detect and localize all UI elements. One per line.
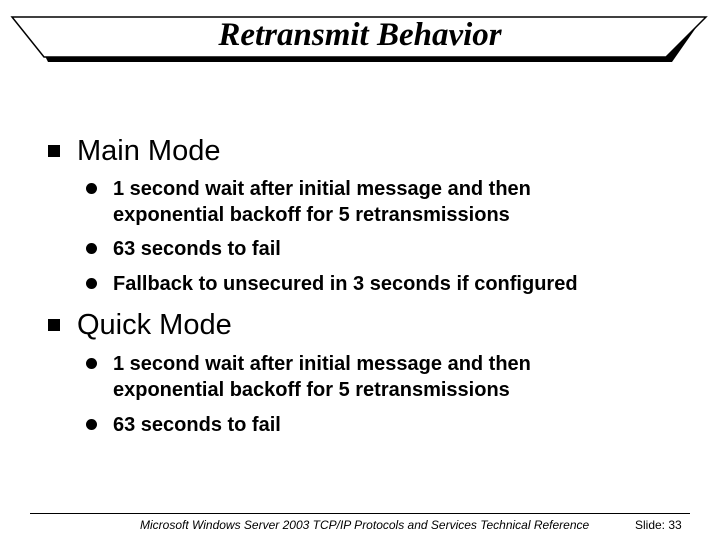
square-bullet-icon bbox=[48, 319, 60, 331]
section-heading: Quick Mode bbox=[77, 309, 232, 341]
round-bullet-icon bbox=[86, 358, 97, 369]
footer-reference: Microsoft Windows Server 2003 TCP/IP Protocols and Services Technical Reference bbox=[140, 518, 590, 532]
bullet-line: 1 second wait after initial message and then bbox=[113, 353, 531, 375]
round-bullet-icon bbox=[86, 243, 97, 254]
bullet-line: Fallback to unsecured in 3 seconds if configured bbox=[113, 273, 578, 295]
bullet-line: 1 second wait after initial message and then bbox=[113, 178, 531, 200]
square-bullet-icon bbox=[48, 145, 60, 157]
footer-divider bbox=[30, 513, 690, 514]
round-bullet-icon bbox=[86, 183, 97, 194]
bullet-line: 63 seconds to fail bbox=[113, 414, 281, 436]
round-bullet-icon bbox=[86, 419, 97, 430]
bullet-line: 63 seconds to fail bbox=[113, 238, 281, 260]
section-heading: Main Mode bbox=[77, 135, 221, 167]
slide-number: Slide: 33 bbox=[635, 518, 682, 532]
bullet-line-continued: exponential backoff for 5 retransmissions bbox=[113, 204, 510, 226]
slide-title: Retransmit Behavior bbox=[218, 17, 502, 53]
round-bullet-icon bbox=[86, 278, 97, 289]
bullet-line-continued: exponential backoff for 5 retransmissions bbox=[113, 379, 510, 401]
